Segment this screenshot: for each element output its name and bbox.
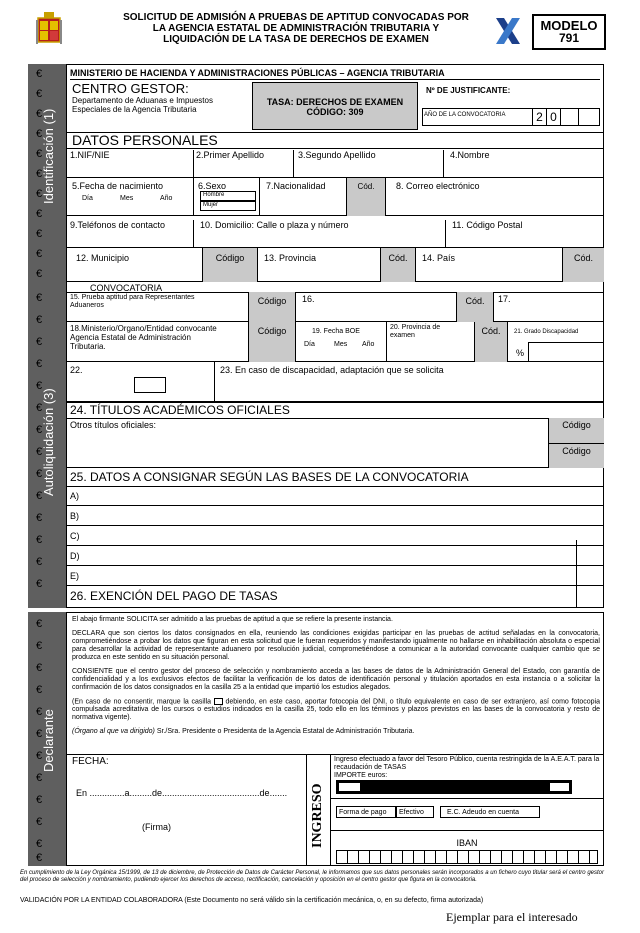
f23-field[interactable]: 23. En caso de discapacidad, adaptación que se solicita	[220, 365, 444, 375]
euro-icon: €	[35, 228, 43, 240]
f22-input[interactable]	[134, 377, 166, 393]
tasa-box: TASA: DERECHOS DE EXAMEN CÓDIGO: 309	[252, 82, 418, 130]
fecha-nac-label: 5.Fecha de nacimiento	[72, 181, 164, 191]
euro-icon: €	[35, 794, 43, 806]
titulo-codigo-2[interactable]: Código	[548, 443, 604, 468]
telefonos-field[interactable]: 9.Teléfonos de contacto	[70, 220, 194, 248]
year-digit: 2	[532, 108, 546, 126]
mes-label: Mes	[120, 195, 134, 202]
base-row-b[interactable]: B)	[66, 506, 604, 526]
identificacion-band: Identificación (1)	[28, 64, 66, 286]
declarante-band: Declarante	[28, 612, 66, 866]
euro-icon: €	[35, 816, 43, 828]
iban-label: IBAN	[456, 838, 478, 848]
provincia-field[interactable]: 13. Provincia	[264, 253, 317, 263]
declaracion-text: El abajo firmante SOLICITA ser admitido a las pruebas de aptitud a que se refiere la presente instancia. DECLARA que son ciertos los datos consignados en ella, reuniendo las condiciones exigidas participar en las pruebas de actitud señaladas en la convocatoria, comprometiéndose a probar los datos que figuran en esta solicitud que le fueran requeridos y manifestando igualmente no hallarse en inhabilitación absoluta o especial para desarrollar la actividad de representante aduanero por resolución judicial, comprometiéndose a comunicar a la autoridad convocante cualquier cambio que se produzca en este sentido en su situación personal. CONSIENTE que el centro gestor del proceso de selección y nombramiento acceda a las bases de datos de la Administración General del Estado, con garantía de confidencialidad y a los exclusivos efectos de facilitar la verificación de los datos de identificación personal y titulación aportados en esta instancia o a solicitar la confirmación de los datos consignados en la casilla 25 a la entidad que impartió los estudios alegados. (En caso de no consentir, marque la casilla debiendo, en este caso, aportar fotocopia del DNI, o título equivalente en caso de ser extranjero, así como fotocopia compulsada acreditativa de los cursos o estudios indicados en la casilla 25, todo ello en los términos y plazos previstos en las bases de la convocatoria y resto de normativa vigente). (Órgano al que va dirigido) Sr./Sra. Presidente o Presidenta de la Agencia Estatal de Administración Tributaria.	[72, 616, 600, 736]
euro-icon: €	[35, 684, 43, 696]
euro-icon: €	[35, 446, 43, 458]
ministry-header: MINISTERIO DE HACIENDA Y ADMINISTRACIONES PÚBLICAS – AGENCIA TRIBUTARIA	[70, 66, 600, 80]
convocatoria-title: CONVOCATORIA	[90, 283, 163, 293]
f21-pct: %	[516, 348, 525, 358]
base-row-e[interactable]: E)	[66, 566, 604, 586]
bases-title: 25. DATOS A CONSIGNAR SEGÚN LAS BASES DE LA CONVOCATORIA	[70, 470, 469, 484]
f18-codigo[interactable]: Código	[248, 322, 296, 362]
form-title: SOLICITUD DE ADMISIÓN A PRUEBAS DE APTITUD CONVOCADAS POR LA AGENCIA ESTATAL DE ADMINISTRACIÓN TRIBUTARIA Y LIQUIDACIÓN DE LA TASA DE DERECHOS DE EXAMEN	[123, 12, 469, 45]
nif-field[interactable]: 1.NIF/NIE	[70, 150, 194, 178]
euro-icon: €	[35, 490, 43, 502]
f19-anio: Año	[362, 341, 375, 348]
nacionalidad-cod[interactable]: Cód.	[346, 178, 386, 216]
modelo-box: MODELO 791	[532, 14, 606, 50]
sexo-label: 6.Sexo	[198, 181, 227, 191]
f17-field[interactable]: 17.	[498, 294, 511, 304]
importe-label: IMPORTE euros:	[334, 772, 388, 779]
euro-icon: €	[35, 168, 43, 180]
euro-icon: €	[35, 640, 43, 652]
euro-icon: €	[35, 556, 43, 568]
hombre-checkbox[interactable]: Hombre	[200, 191, 256, 201]
primer-apellido-field[interactable]: 2.Primer Apellido	[196, 150, 294, 178]
provincia-cod[interactable]: Cód.	[380, 248, 416, 282]
f20-label: 20. Provincia de examen	[390, 324, 441, 339]
ingreso-vertical-label: INGRESO	[310, 783, 325, 848]
pais-field[interactable]: 14. País	[422, 253, 456, 263]
euro-icon: €	[35, 108, 43, 120]
euro-icon: €	[35, 728, 43, 740]
euro-icon: €	[35, 852, 43, 864]
euro-icon: €	[35, 336, 43, 348]
otros-titulos-field[interactable]: Otros títulos oficiales:	[70, 420, 157, 430]
domicilio-field[interactable]: 10. Domicilio: Calle o plaza y número	[196, 220, 446, 248]
year-label: AÑO DE LA CONVOCATORIA	[424, 112, 506, 118]
justificante-label: Nº DE JUSTIFICANTE:	[426, 86, 511, 95]
spain-coat-of-arms-icon	[36, 12, 62, 46]
base-row-c[interactable]: C)	[66, 526, 604, 546]
euro-icon: €	[35, 314, 43, 326]
year-input[interactable]	[578, 108, 600, 126]
titulos-title: 24. TÍTULOS ACADÉMICOS OFICIALES	[70, 403, 290, 417]
mujer-checkbox[interactable]: Mujer	[200, 201, 256, 211]
legal-footer: En cumplimiento de la Ley Orgánica 15/1999, de 13 de diciembre, de Protección de Datos de Carácter Personal, le informamos que sus datos personales serán incorporados a un fichero cuyo titular será el centro gestor del proceso de selección y nombramiento, pudiendo ejercer los derechos de acceso, rectificación, cancelación y oposición en el centro gestor que figura en la convocatoria.	[20, 870, 604, 883]
euro-icon: €	[35, 88, 43, 100]
exencion-title: 26. EXENCIÓN DEL PAGO DE TASAS	[70, 589, 278, 603]
euro-icon: €	[35, 468, 43, 480]
euro-icon: €	[35, 512, 43, 524]
validacion-text: VALIDACIÓN POR LA ENTIDAD COLABORADORA (Este Documento no será válido sin la certificación mecánica, o, en su defecto, firma autorizada)	[20, 897, 484, 904]
no-consent-checkbox[interactable]	[214, 698, 223, 705]
nombre-field[interactable]: 4.Nombre	[450, 150, 490, 160]
euro-icon: €	[35, 128, 43, 140]
euro-icon: €	[35, 706, 43, 718]
euro-icon: €	[35, 188, 43, 200]
base-row-a[interactable]: A)	[66, 486, 604, 506]
codigo-postal-field[interactable]: 11. Código Postal	[452, 220, 523, 230]
datos-title: DATOS PERSONALES	[72, 132, 218, 148]
euro-icon: €	[35, 248, 43, 260]
firma-label: (Firma)	[142, 822, 171, 832]
euro-icon: €	[35, 148, 43, 160]
f16-field[interactable]: 16.	[302, 294, 315, 304]
euro-icon: €	[35, 268, 43, 280]
euro-icon: €	[35, 292, 43, 304]
euro-icon: €	[35, 772, 43, 784]
forma-pago-label: Forma de pago	[336, 806, 396, 818]
autoliquidacion-band: Autoliquidación (3)	[28, 286, 66, 608]
correo-field[interactable]: 8. Correo electrónico	[396, 181, 480, 191]
nacionalidad-field[interactable]: 7.Nacionalidad	[266, 181, 326, 191]
f15-codigo[interactable]: Código	[248, 292, 296, 322]
f21-input[interactable]	[528, 342, 604, 362]
ejemplar-label: Ejemplar para el interesado	[446, 910, 578, 924]
adeudo-checkbox[interactable]: E.C. Adeudo en cuenta	[440, 806, 540, 818]
f22-label: 22.	[70, 365, 83, 375]
euro-icon: €	[35, 380, 43, 392]
f19-label: 19. Fecha BOE	[312, 328, 360, 335]
euro-icon: €	[35, 662, 43, 674]
f16-cod[interactable]: Cód.	[456, 292, 494, 322]
iban-input[interactable]	[336, 850, 598, 864]
f19-dia: Día	[304, 341, 315, 348]
f21-label: 21. Grado Discapacidad	[514, 329, 579, 335]
agencia-tributaria-logo-icon	[494, 16, 522, 46]
euro-icon: €	[35, 838, 43, 850]
euro-icon: €	[35, 750, 43, 762]
efectivo-checkbox[interactable]: Efectivo	[396, 806, 434, 818]
euro-column	[28, 64, 48, 866]
dia-label: Día	[82, 195, 93, 202]
pais-cod[interactable]: Cód.	[562, 248, 604, 282]
base-row-d[interactable]: D)	[66, 546, 604, 566]
f20-cod[interactable]: Cód.	[474, 322, 508, 362]
fecha-label: FECHA:	[72, 756, 109, 767]
segundo-apellido-field[interactable]: 3.Segundo Apellido	[298, 150, 444, 178]
anio-label: Año	[160, 195, 173, 202]
euro-icon: €	[35, 208, 43, 220]
municipio-codigo[interactable]: Código	[202, 248, 258, 282]
euro-icon: €	[35, 68, 43, 80]
ingreso-text: Ingreso efectuado a favor del Tesoro Público, cuenta restringida de la A.E.A.T. para la recaudación de TASAS	[334, 756, 600, 771]
titulo-codigo-1[interactable]: Código	[548, 418, 604, 443]
centro-gestor: CENTRO GESTOR: Departamento de Aduanas e Impuestos Especiales de la Agencia Tributaria	[72, 81, 213, 114]
euro-icon: €	[35, 424, 43, 436]
f15-label: 15. Prueba aptitud para Representantes Aduaneros	[70, 294, 195, 309]
euro-icon: €	[35, 618, 43, 630]
f19-mes: Mes	[334, 341, 348, 348]
year-digit: 0	[546, 108, 560, 126]
year-input[interactable]	[560, 108, 578, 126]
euro-icon: €	[35, 358, 43, 370]
lugar-fecha-field[interactable]: En ..............a.........de.......................................de.......	[76, 788, 288, 798]
euro-icon: €	[35, 402, 43, 414]
euro-icon: €	[35, 578, 43, 590]
f18-label: 18.Ministerio/Organo/Entidad convocante Agencia Estatal de Administración Tributaria.	[70, 324, 217, 351]
euro-icon: €	[35, 534, 43, 546]
municipio-field[interactable]: 12. Municipio	[76, 253, 130, 263]
